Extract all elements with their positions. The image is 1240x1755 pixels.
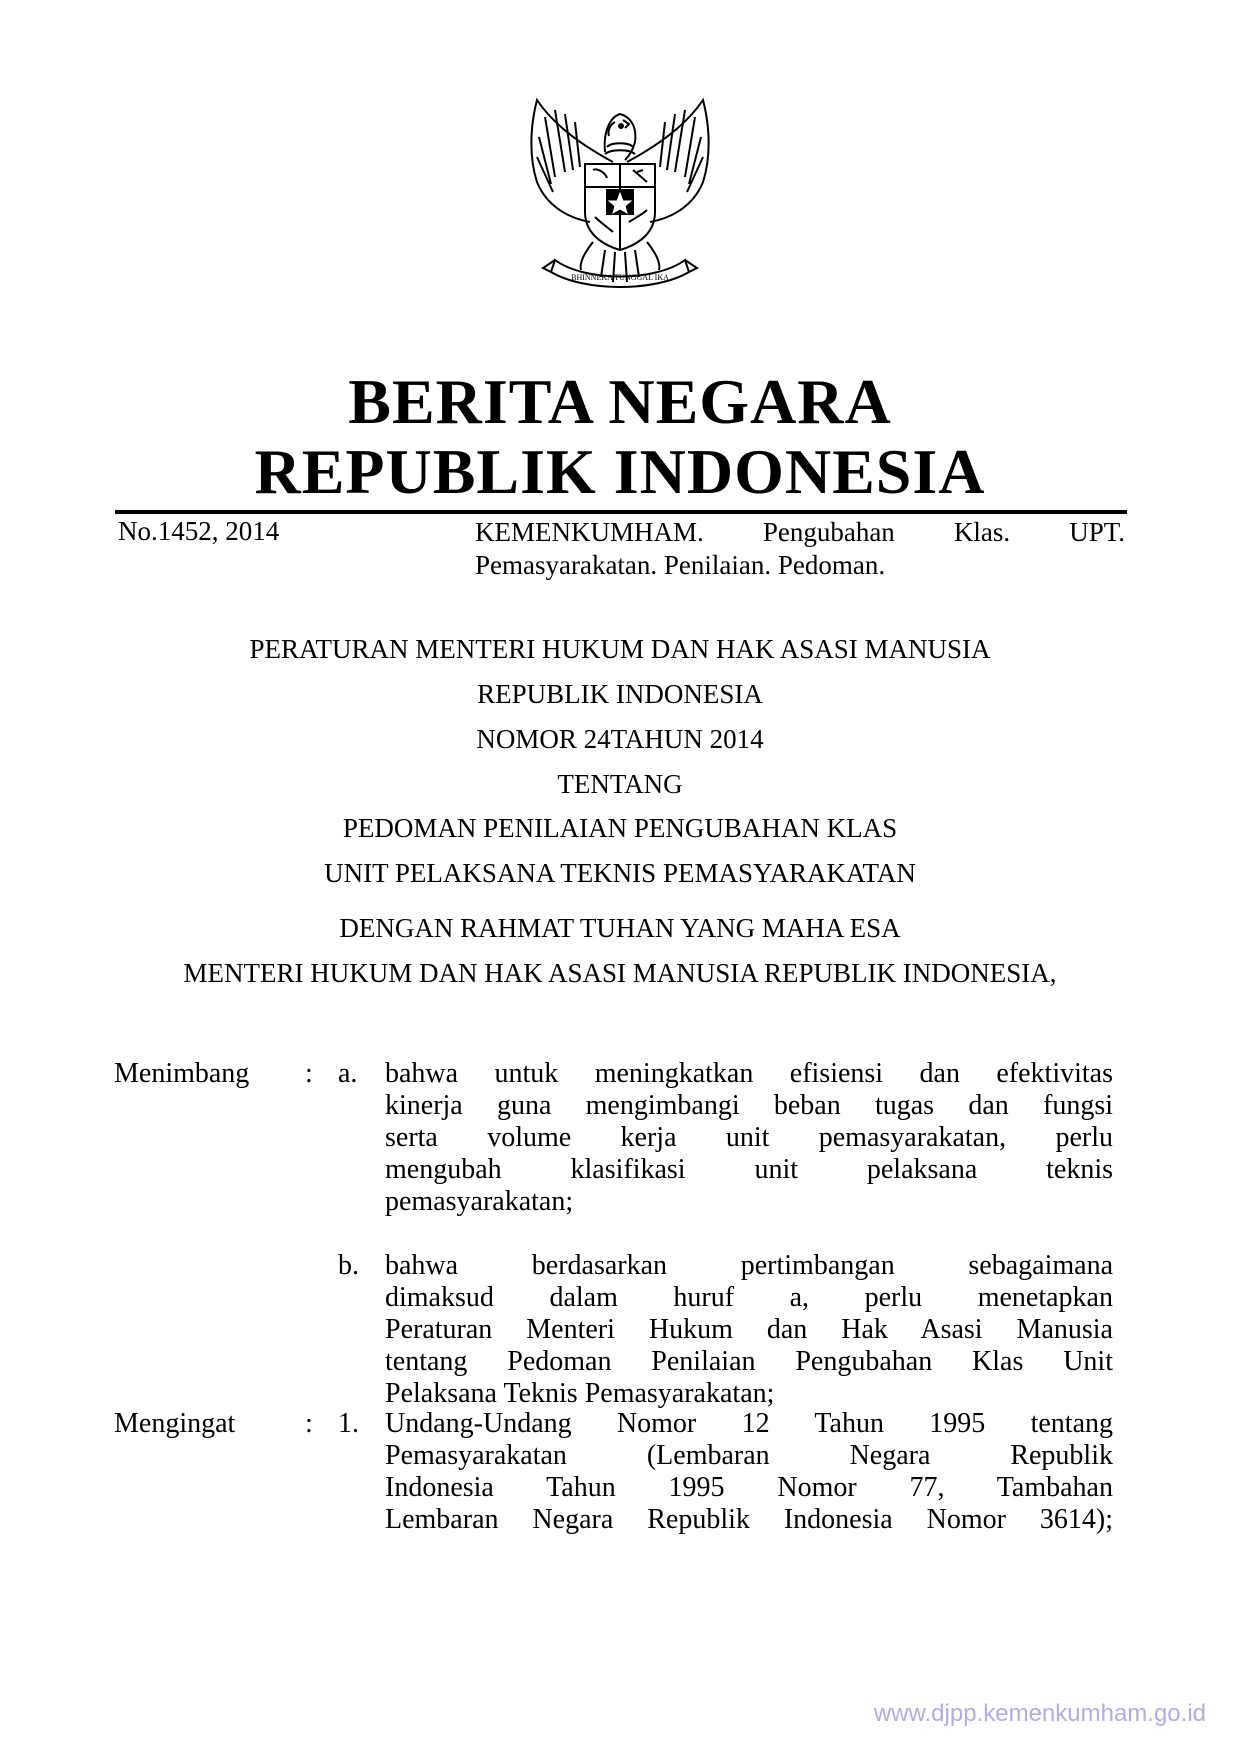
regulation-invocation: DENGAN RAHMAT TUHAN YANG MAHA ESA [339, 913, 901, 943]
regulation-minister-line: MENTERI HUKUM DAN HAK ASASI MANUSIA REPUBLIK INDONESIA, [183, 958, 1057, 988]
gazette-description [475, 516, 1125, 582]
regulation-heading-line1: PERATURAN MENTERI HUKUM DAN HAK ASASI MANUSIA [249, 634, 991, 664]
menimbang-a-line5: pemasyarakatan; [385, 1186, 574, 1217]
mengingat-1-line2: Pemasyarakatan (Lembaran Negara Republik [385, 1440, 1113, 1471]
mengingat-label: Mengingat [114, 1408, 236, 1439]
mengingat-1-line4: Lembaran Negara Republik Indonesia Nomor 3614); [385, 1504, 1113, 1535]
regulation-number: NOMOR 24TAHUN 2014 [476, 724, 764, 754]
menimbang-a-line1: bahwa untuk meningkatkan efisiensi dan efektivitas [385, 1058, 1113, 1089]
menimbang-label: Menimbang [114, 1058, 250, 1089]
mengingat-marker-1: 1. [338, 1408, 359, 1439]
menimbang-b-line3: Peraturan Menteri Hukum dan Hak Asasi Manusia [385, 1314, 1113, 1345]
mengingat-item-1 [385, 1408, 1113, 1536]
menimbang-marker-a: a. [338, 1058, 358, 1089]
menimbang-item-b [385, 1250, 1113, 1410]
source-website-link[interactable]: www.djpp.kemenkumham.go.id [873, 1700, 1206, 1727]
regulation-tentang: TENTANG [557, 769, 683, 799]
gazette-description-line1: KEMENKUMHAM. Pengubahan Klas. UPT. [475, 517, 1125, 547]
gazette-title-line2: REPUBLIK INDONESIA [254, 436, 986, 507]
menimbang-b-line4: tentang Pedoman Penilaian Pengubahan Klas Unit [385, 1346, 1113, 1377]
mengingat-1-line1: Undang-Undang Nomor 12 Tahun 1995 tentang [385, 1408, 1113, 1439]
menimbang-b-line1: bahwa berdasarkan pertimbangan sebagaimana [385, 1250, 1113, 1281]
menimbang-marker-b: b. [338, 1250, 359, 1281]
mengingat-1-line3: Indonesia Tahun 1995 Nomor 77, Tambahan [385, 1472, 1113, 1503]
menimbang-b-line2: dimaksud dalam huruf a, perlu menetapkan [385, 1282, 1113, 1313]
gazette-title-line1: BERITA NEGARA [348, 366, 892, 437]
menimbang-a-line2: kinerja guna mengimbangi beban tugas dan fungsi [385, 1090, 1113, 1121]
mengingat-colon: : [305, 1408, 313, 1439]
regulation-subject-line2: UNIT PELAKSANA TEKNIS PEMASYARAKATAN [324, 858, 916, 888]
menimbang-a-line4: mengubah klasifikasi unit pelaksana teknis [385, 1154, 1113, 1185]
garuda-emblem [515, 92, 725, 302]
regulation-subject-line1: PEDOMAN PENILAIAN PENGUBAHAN KLAS [342, 813, 898, 843]
menimbang-a-line3: serta volume kerja unit pemasyarakatan, perlu [385, 1122, 1113, 1153]
menimbang-item-a [385, 1058, 1113, 1218]
gazette-description-line2: Pemasyarakatan. Penilaian. Pedoman. [475, 550, 886, 580]
regulation-heading-line2: REPUBLIK INDONESIA [477, 679, 763, 709]
header-rule [115, 510, 1127, 514]
menimbang-b-line5: Pelaksana Teknis Pemasyarakatan; [385, 1378, 775, 1409]
emblem-motto: BHINNEKA TUNGGAL IKA [571, 273, 669, 282]
menimbang-colon: : [305, 1058, 313, 1089]
gazette-number: No.1452, 2014 [118, 516, 280, 546]
